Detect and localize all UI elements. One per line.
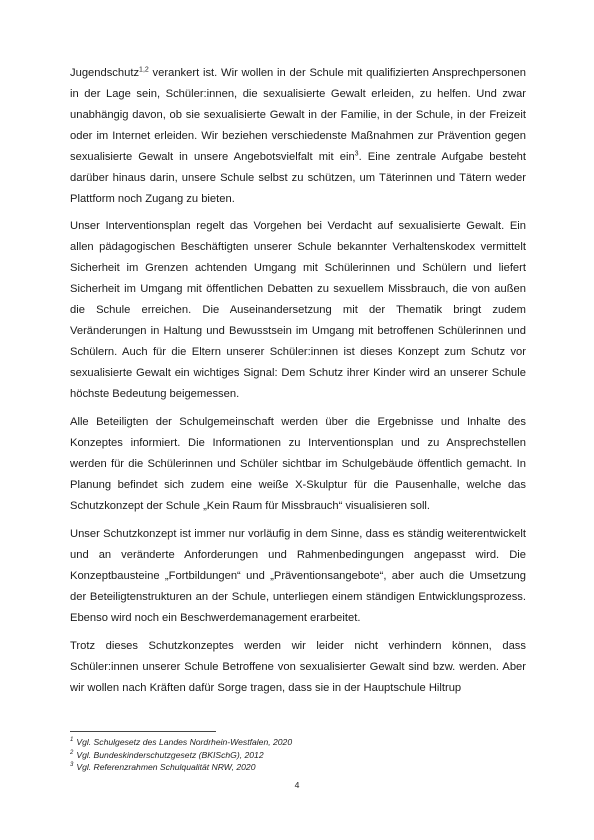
paragraph-4-text: Unser Schutzkonzept ist immer nur vorläufig in dem Sinne, dass es ständig weiterentwickelt und an veränderte Anforderungen und Rahmenbedingungen angepasst wird. Die Konzeptbausteine „Fortbildungen“ und „Präventionsangebote“, aber auch die Umsetzung der Beteiligtenstrukturen an der Schule, unterliegen einem ständigen Entwicklungsprozess. Ebenso wird noch ein Beschwerdemanagement erarbeitet. [70,528,526,624]
paragraph-4 [70,524,526,629]
paragraph-2 [70,216,526,405]
footnotes [70,736,526,774]
paragraph-5-text: Trotz dieses Schutzkonzeptes werden wir leider nicht verhindern können, dass Schüler:innen unserer Schule Betroffene von sexualisierter Gewalt sind bzw. werden. Aber wir wollen nach Kräften dafür Sorge tragen, dass sie in der Hauptschule Hiltrup [70,640,526,694]
footnote-2-text: Vgl. Bundeskinderschutzgesetz (BKISchG), 2012 [76,749,264,760]
paragraph-1-text-b: verankert ist. Wir wollen in der Schule mit qualifizierten Ansprechpersonen in der Lage sein, Schüler:innen, die sexualisierte Gewalt erleiden, zu helfen. Und zwar unabhängig davon, ob sie sexualisierte Gewalt in der Familie, in der Schule, in der Freizeit oder im Internet erleiden. Wir beziehen verschiedenste Maßnahmen zur Prävention gegen sexualisierte Gewalt in unsere Angebotsvielfalt mit ein [70,67,526,163]
paragraph-3-text: Alle Beteiligten der Schulgemeinschaft werden über die Ergebnisse und Inhalte des Konzeptes informiert. Die Informationen zu Interventionsplan und zu Ansprechstellen werden für die Schülerinnen und Schüler sichtbar im Schulgebäude öffentlich gemacht. In Planung befindet sich zudem eine weiße X-Skulptur für die Pausenhalle, welche das Schutzkonzept der Schule „Kein Raum für Missbrauch“ visualisieren soll. [70,416,526,512]
page-number: 4 [294,780,300,790]
paragraph-1 [70,63,526,210]
footnote-1 [70,736,526,749]
footnote-2-mark: 2 [70,749,74,756]
footnote-3-text: Vgl. Referenzrahmen Schulqualität NRW, 2020 [76,762,256,772]
footnote-divider [70,731,216,732]
footnote-3 [70,761,526,774]
footnote-1-text: Vgl. Schulgesetz des Landes Nordrhein-Westfalen, 2020 [76,737,293,747]
body-text [70,63,526,706]
paragraph-1-text-a: Jugendschutz [70,67,140,79]
footnote-ref-1-2: 1,2 [139,66,149,74]
footnote-2 [70,749,526,762]
paragraph-5 [70,636,526,699]
footnote-ref-3: 3 [354,150,359,158]
paragraph-2-text: Unser Interventionsplan regelt das Vorgehen bei Verdacht auf sexualisierte Gewalt. Ein allen pädagogischen Beschäftigten unserer Schule bekannter Verhaltenskodex vermittelt Sicherheit im Grenzen achtenden Umgang mit Schülerinnen und Schülern und liefert Sicherheit im Umgang mit öffentlichen Debatten zu sexuellem Missbrauch, die von außen die Schule erreichen. Die Auseinandersetzung mit der Thematik bringt zudem Veränderungen in Haltung und Bewusstsein im Umgang mit betroffenen Schülerinnen und Schülern. Auch für die Eltern unserer Schüler:innen ist dieses Konzept zum Schutz vor sexualisierte Gewalt ein wichtiges Signal: Dem Schutz ihrer Kinder wird an unserer Schule höchste Bedeutung beigemessen. [70,220,526,400]
footnote-1-mark: 1 [70,737,74,744]
paragraph-3 [70,412,526,517]
paragraph-1-text-c: . Eine zentrale Aufgabe besteht darüber hinaus darin, unsere Schule selbst zu schützen, um Täterinnen und Tätern weder Plattform noch Zugang zu bieten. [70,151,526,205]
footnote-3-mark: 3 [70,762,74,769]
